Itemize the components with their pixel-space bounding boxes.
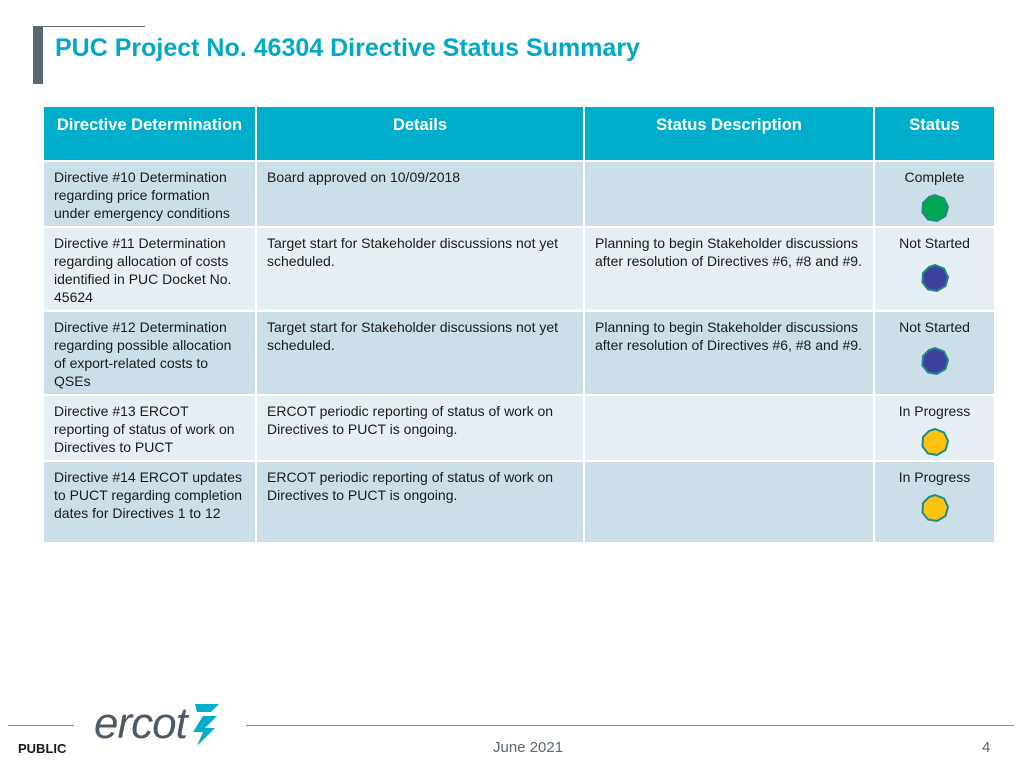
status-label: In Progress [898,403,971,419]
status-in-progress-marker [921,428,949,456]
table-row [43,311,995,395]
status-not-started-marker [921,347,949,375]
status-cell [874,395,995,461]
slide-title: PUC Project No. 46304 Directive Status Summary [55,34,640,62]
ercot-logo-wordmark: ercot [94,699,187,748]
status-label: Not Started [899,235,970,251]
directive-cell: Directive #14 ERCOT updates to PUCT regarding completion dates for Directives 1 to 12 [43,461,256,543]
details-cell: Board approved on 10/09/2018 [256,161,584,227]
status-cell [874,461,995,543]
header-details: Details [256,106,584,161]
classification-label: PUBLIC [18,741,67,756]
page-number: 4 [982,739,991,756]
status-label: Complete [904,169,965,185]
status-not-started-marker [921,264,949,292]
directive-cell: Directive #13 ERCOT reporting of status of work on Directives to PUCT [43,395,256,461]
status-in-progress-marker [921,494,949,522]
title-accent-line [33,26,145,27]
footer-divider-left [8,725,74,726]
details-cell: Target start for Stakeholder discussions not yet scheduled. [256,311,584,395]
table-row [43,161,995,227]
header-directive-determination: Directive Determination [43,106,256,161]
footer-divider-right [246,725,1014,726]
status-description-cell [584,161,874,227]
directive-cell: Directive #12 Determination regarding possible allocation of export-related costs to QSEs [43,311,256,395]
ercot-logo [94,698,223,750]
table-row [43,461,995,543]
directive-cell: Directive #11 Determination regarding allocation of costs identified in PUC Docket No. 45624 [43,227,256,311]
status-complete-marker [921,194,949,222]
table-row [43,227,995,311]
status-label: In Progress [898,469,971,485]
title-accent-bar [33,26,43,84]
lightning-bolt-icon [189,698,223,750]
status-cell [874,161,995,227]
header-status-description: Status Description [584,106,874,161]
directive-cell: Directive #10 Determination regarding price formation under emergency conditions [43,161,256,227]
status-description-cell: Planning to begin Stakeholder discussions after resolution of Directives #6, #8 and #9. [584,311,874,395]
table-header-row [43,106,995,161]
details-cell: ERCOT periodic reporting of status of work on Directives to PUCT is ongoing. [256,461,584,543]
status-description-cell [584,395,874,461]
footer-date: June 2021 [493,739,564,756]
status-cell [874,311,995,395]
status-cell [874,227,995,311]
header-status: Status [874,106,995,161]
details-cell: ERCOT periodic reporting of status of work on Directives to PUCT is ongoing. [256,395,584,461]
status-label: Not Started [899,319,970,335]
table-row [43,395,995,461]
details-cell: Target start for Stakeholder discussions not yet scheduled. [256,227,584,311]
status-description-cell [584,461,874,543]
directive-status-table [42,105,996,544]
status-description-cell: Planning to begin Stakeholder discussions after resolution of Directives #6, #8 and #9. [584,227,874,311]
